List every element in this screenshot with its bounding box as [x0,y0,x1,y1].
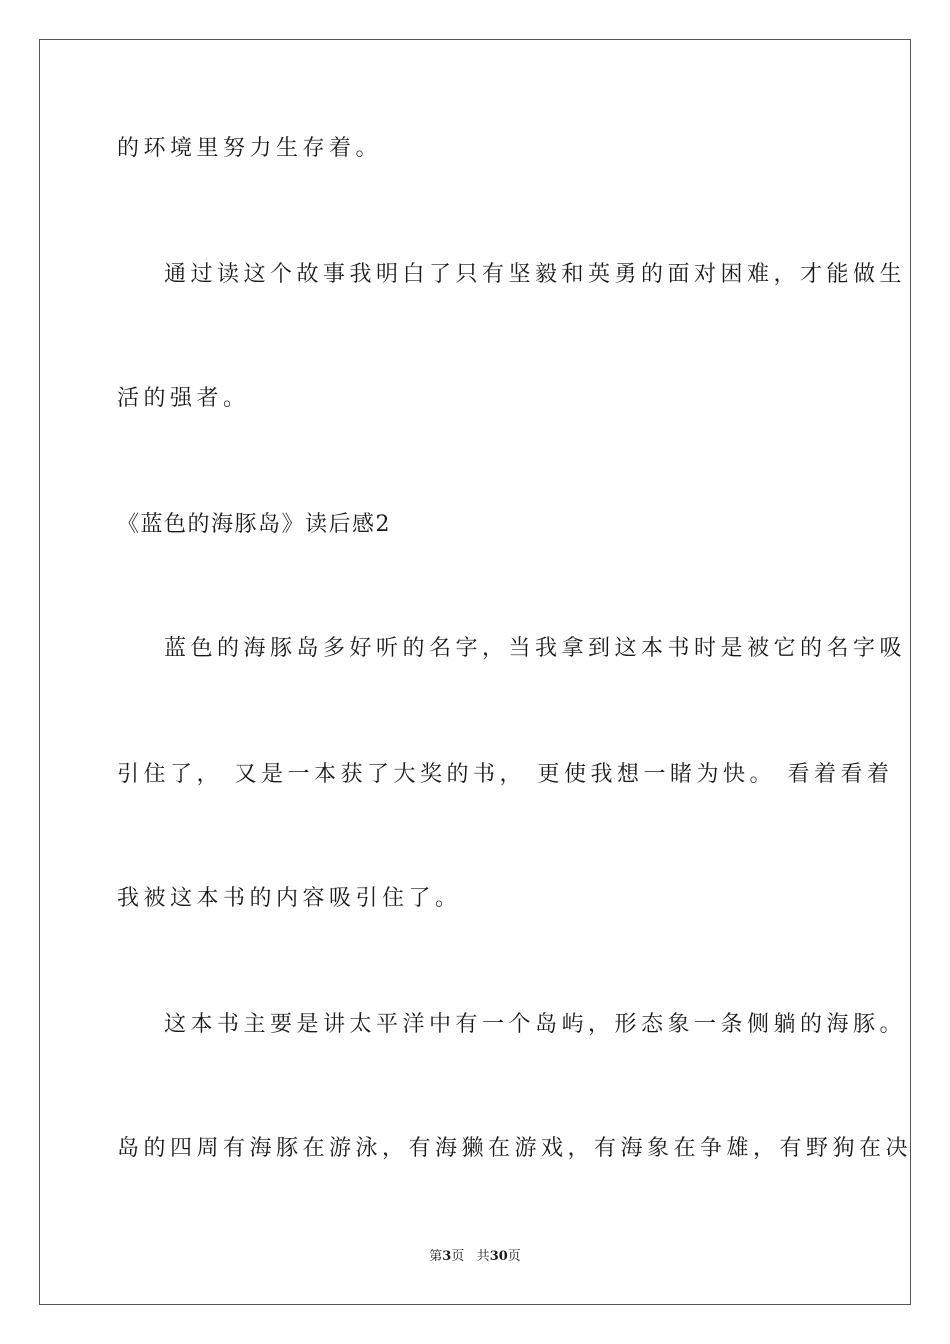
body-line-3: 活的强者。 [117,386,250,411]
footer-page-number: 3 [442,1249,452,1264]
footer-total-suffix: 页 [507,1249,521,1264]
footer-total-prefix: 共 [476,1249,490,1264]
footer-page-suffix: 页 [451,1249,465,1264]
body-line-9: 岛的四周有海豚在游泳，有海獭在游戏，有海象在争雄，有野狗在决 [117,1136,913,1161]
body-line-7: 我被这本书的内容吸引住了。 [117,886,462,911]
body-line-2: 通过读这个故事我明白了只有坚毅和英勇的面对困难，才能做生 [164,262,907,287]
section-heading: 《蓝色的海豚岛》读后感2 [117,512,391,537]
body-line-6: 引住了， 又是一本获了大奖的书， 更使我想一睹为快。 看着看着 [117,762,894,787]
page-border [39,39,911,1305]
body-line-8: 这本书主要是讲太平洋中有一个岛屿，形态象一条侧躺的海豚。 [164,1012,907,1037]
page-footer [0,1248,950,1266]
footer-page-prefix: 第 [429,1249,443,1264]
body-line-1: 的环境里努力生存着。 [117,136,383,161]
body-line-5: 蓝色的海豚岛多好听的名字，当我拿到这本书时是被它的名字吸 [164,636,907,661]
footer-total-pages: 30 [489,1249,508,1264]
